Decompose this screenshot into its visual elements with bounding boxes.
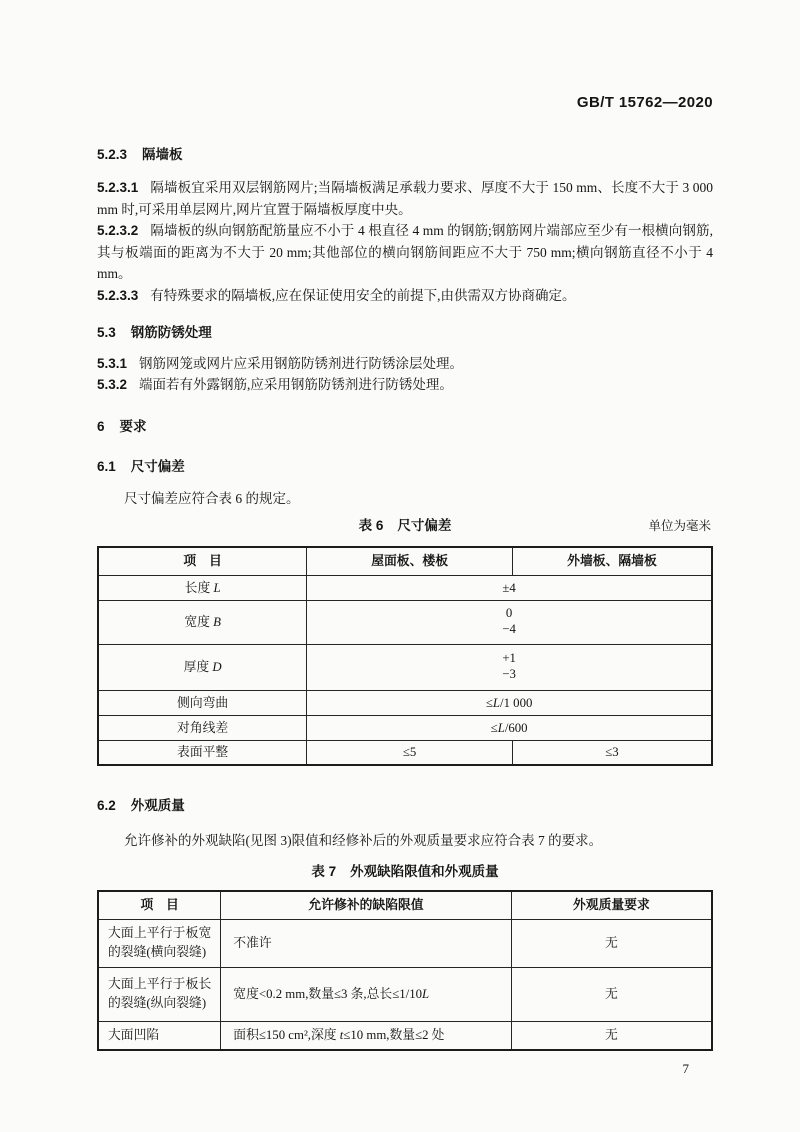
table-cell-item: 大面上平行于板宽的裂缝(横向裂缝)	[98, 919, 221, 967]
table-row	[98, 919, 712, 967]
table7-caption-label: 表 7	[311, 864, 337, 879]
table-cell-item: 宽度 B	[98, 600, 307, 644]
clause-text: 隔墙板的纵向钢筋配筋量应不小于 4 根直径 4 mm 的钢筋;钢筋网片端部应至少有一根横向钢筋,其与板端面的距离为不大于 20 mm;其他部位的横向钢筋间距应不大于 750 mm;横向钢筋直径不小于 4 mm。	[97, 223, 713, 281]
table-cell-item: 大面上平行于板长的裂缝(纵向裂缝)	[98, 967, 221, 1021]
section-heading-6-1	[97, 456, 713, 478]
appearance-quality-table	[97, 890, 713, 1052]
clause-5-3-1	[97, 353, 713, 375]
table-header-row	[98, 547, 712, 576]
table-cell-value: ≤L/600	[307, 715, 712, 740]
table-cell-value-wall: ≤3	[512, 740, 712, 765]
clause-number: 5.2.3.3	[97, 287, 139, 303]
paragraph-6-1: 尺寸偏差应符合表 6 的规定。	[124, 490, 300, 506]
table-row	[98, 1021, 712, 1050]
table6-col-item: 项 目	[98, 547, 307, 576]
table-row	[98, 715, 712, 740]
table-cell-limit: 面积≤150 cm²,深度 t≤10 mm,数量≤2 处	[221, 1021, 511, 1050]
section-number: 5.3	[97, 325, 116, 340]
table-cell-item: 厚度 D	[98, 644, 307, 690]
table-row	[98, 740, 712, 765]
table-cell-value: ±4	[307, 575, 712, 600]
table-cell-item: 侧向弯曲	[98, 690, 307, 715]
table-row	[98, 600, 712, 644]
clause-number: 5.2.3.1	[97, 180, 139, 195]
table7-col-item: 项 目	[98, 891, 221, 920]
table-cell-requirement: 无	[511, 919, 712, 967]
section-number: 6.2	[97, 798, 116, 813]
section-heading-5-3	[97, 322, 713, 344]
table7-caption-row	[97, 861, 713, 883]
tolerance-value: +1 −3	[502, 651, 516, 681]
table-row	[98, 575, 712, 600]
clause-number: 5.3.2	[97, 377, 128, 392]
clause-number: 5.3.1	[97, 355, 128, 371]
table7-col-requirement: 外观质量要求	[511, 891, 712, 920]
table6-col-roof: 屋面板、楼板	[307, 547, 513, 576]
table-cell-item: 长度 L	[98, 575, 307, 600]
table6-caption	[359, 518, 452, 533]
clause-text: 钢筋网笼或网片应采用钢筋防锈剂进行防锈涂层处理。	[139, 355, 464, 371]
table-cell-item: 表面平整	[98, 740, 307, 765]
clause-5-3-2	[97, 374, 713, 396]
table-row	[98, 967, 712, 1021]
standard-code: GB/T 15762—2020	[576, 94, 713, 111]
section-title: 尺寸偏差	[130, 459, 185, 474]
chapter-number: 6	[97, 418, 105, 434]
table-row	[98, 644, 712, 690]
table-row	[98, 690, 712, 715]
section-title: 隔墙板	[142, 146, 183, 162]
section-number: 5.2.3	[97, 146, 128, 162]
section-title: 钢筋防锈处理	[130, 325, 212, 340]
table6-caption-title: 尺寸偏差	[397, 518, 452, 533]
table6-caption-label: 表 6	[358, 518, 384, 533]
table-cell-limit: 宽度<0.2 mm,数量≤3 条,总长≤1/10L	[221, 967, 511, 1021]
table-cell-item: 大面凹陷	[98, 1021, 221, 1050]
clause-text: 端面若有外露钢筋,应采用钢筋防锈剂进行防锈处理。	[139, 377, 453, 392]
table-cell-item: 对角线差	[98, 715, 307, 740]
table7-caption	[311, 864, 498, 879]
section-heading-6-2	[97, 795, 713, 817]
clause-text: 隔墙板宜采用双层钢筋网片;当隔墙板满足承载力要求、厚度不大于 150 mm、长度不大于 3 000 mm 时,可采用单层网片,网片宜置于隔墙板厚度中央。	[97, 180, 713, 217]
chapter-heading-6	[97, 416, 713, 438]
section-title: 外观质量	[130, 798, 185, 813]
clause-5-2-3-2	[97, 220, 713, 285]
chapter-title: 要求	[119, 418, 147, 434]
clause-text: 有特殊要求的隔墙板,应在保证使用安全的前提下,由供需双方协商确定。	[150, 287, 576, 303]
clause-5-2-3-3	[97, 285, 713, 307]
table-header-row	[98, 891, 712, 920]
table-cell-limit: 不准许	[221, 919, 511, 967]
paragraph-6-2: 允许修补的外观缺陷(见图 3)限值和经修补后的外观质量要求应符合表 7 的要求。	[124, 832, 603, 848]
table6-col-wall: 外墙板、隔墙板	[512, 547, 712, 576]
table-cell-value	[307, 644, 712, 690]
clause-5-2-3-1	[97, 177, 713, 220]
table-cell-value	[307, 600, 712, 644]
table7-col-limit: 允许修补的缺陷限值	[221, 891, 511, 920]
table-cell-requirement: 无	[511, 967, 712, 1021]
page-number: 7	[682, 1061, 689, 1076]
table-cell-value-roof: ≤5	[307, 740, 513, 765]
table-cell-value: ≤L/1 000	[307, 690, 712, 715]
section-number: 6.1	[97, 459, 116, 474]
table6-unit-note: 单位为毫米	[648, 519, 711, 533]
dimension-deviation-table	[97, 546, 713, 767]
table-cell-requirement: 无	[511, 1021, 712, 1050]
table6-caption-row	[97, 515, 713, 537]
clause-number: 5.2.3.2	[97, 223, 139, 238]
tolerance-value: 0 −4	[502, 606, 516, 636]
table7-caption-title: 外观缺陷限值和外观质量	[350, 864, 499, 879]
section-heading-5-2-3	[97, 144, 713, 166]
